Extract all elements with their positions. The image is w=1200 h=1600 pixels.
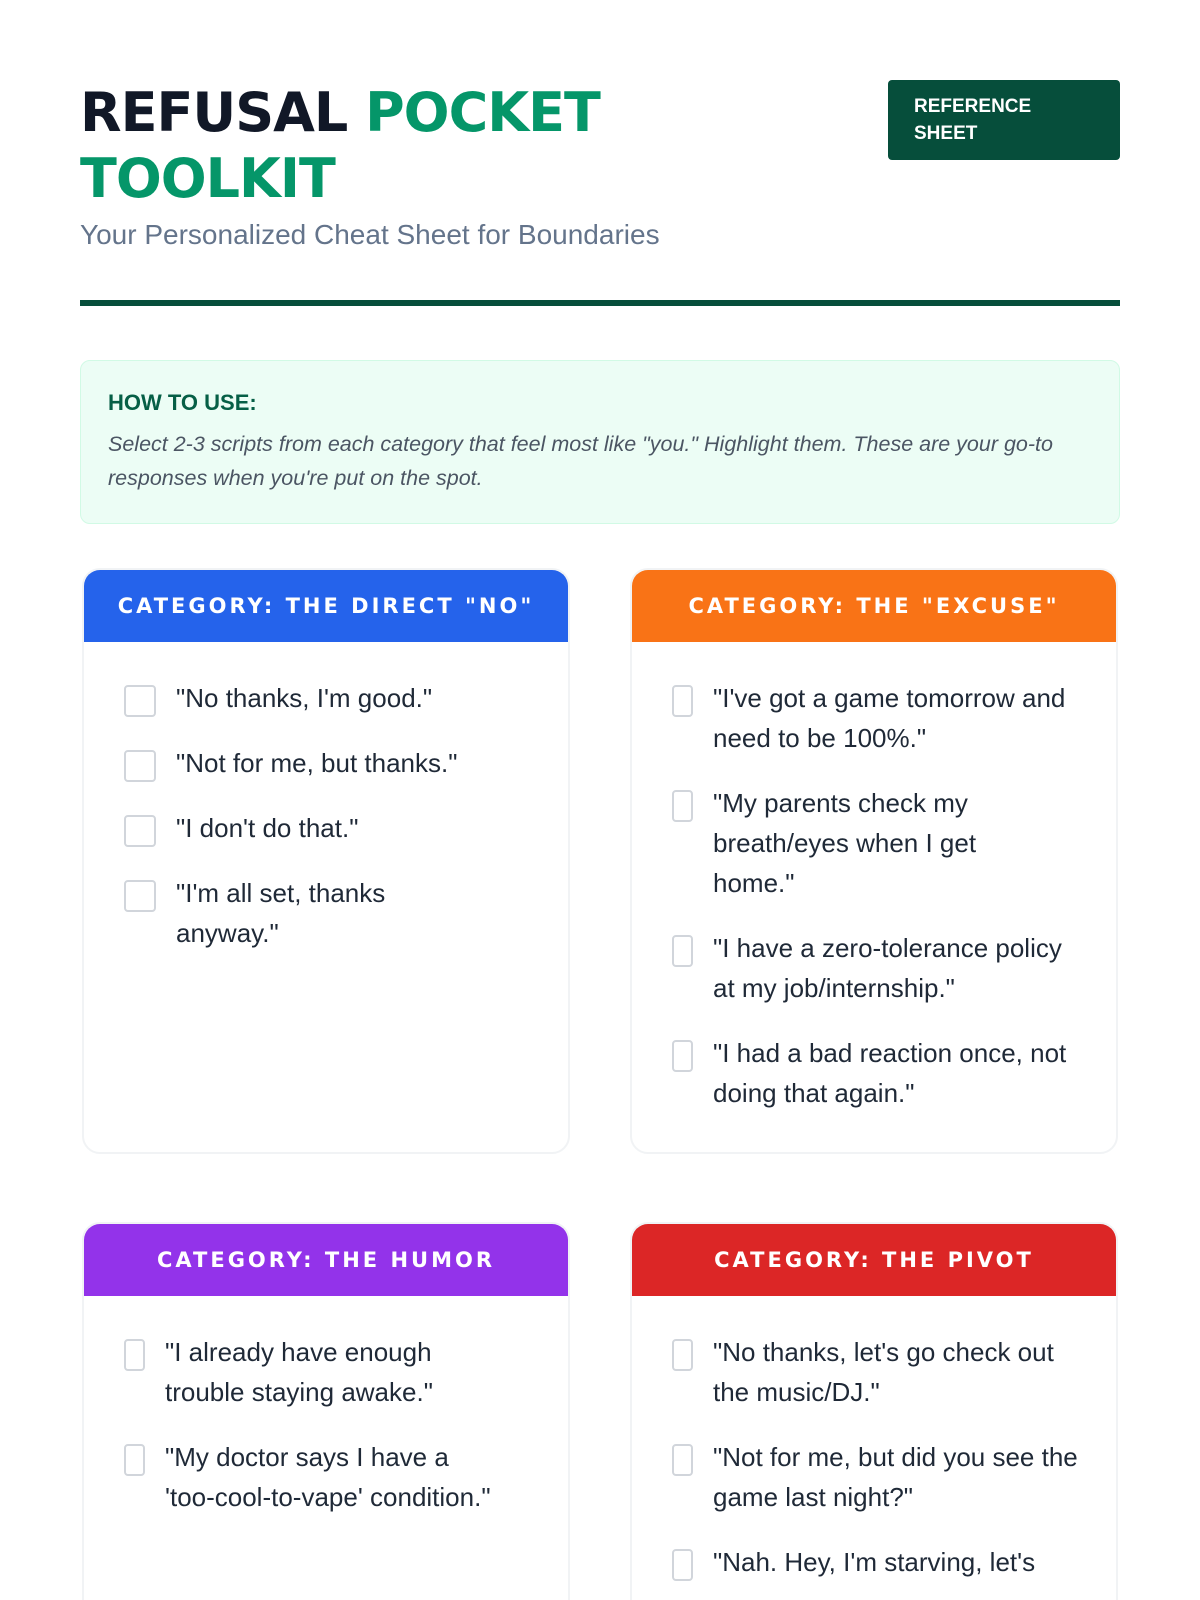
how-to-use-box — [80, 360, 1120, 524]
header-divider — [80, 300, 1120, 306]
badge-line-1: REFERENCE — [914, 96, 1032, 117]
script-checkbox[interactable] — [124, 880, 156, 912]
category-header-humor — [84, 1224, 568, 1296]
script-text: "No thanks, let's go check out the music/DJ." — [713, 1337, 1054, 1407]
script-item — [672, 1437, 1080, 1517]
category-body — [632, 642, 1116, 1148]
script-checkbox[interactable] — [672, 685, 693, 717]
badge-line-2: SHEET — [914, 123, 978, 144]
script-text: "My doctor says I have a 'too-cool-to-vape' condition." — [165, 1442, 491, 1512]
script-item — [672, 1542, 1080, 1582]
script-checkbox[interactable] — [124, 815, 156, 847]
how-to-use-text: Select 2-3 scripts from each category that feel most like "you." Highlight them. These are your go-to responses when you're put on the spot. — [108, 432, 1053, 490]
script-checkbox[interactable] — [672, 935, 693, 967]
category-card-humor — [82, 1222, 570, 1600]
script-text: "I've got a game tomorrow and need to be 100%." — [713, 683, 1066, 753]
script-checkbox[interactable] — [124, 1444, 145, 1476]
script-item — [672, 1332, 1080, 1412]
category-header-pivot — [632, 1224, 1116, 1296]
script-text: "I have a zero-tolerance policy at my job/internship." — [713, 933, 1062, 1003]
script-text: "My parents check my breath/eyes when I get home." — [713, 788, 977, 898]
category-card-direct-no — [82, 568, 570, 1154]
script-checkbox[interactable] — [124, 1339, 145, 1371]
category-body — [632, 1296, 1116, 1600]
category-header-excuse — [632, 570, 1116, 642]
script-item — [672, 928, 1080, 1008]
page-subtitle: Your Personalized Cheat Sheet for Boundaries — [80, 219, 660, 250]
category-title: CATEGORY: THE HUMOR — [156, 1248, 495, 1272]
script-item — [672, 783, 1080, 903]
script-text: "Not for me, but did you see the game last night?" — [713, 1442, 1078, 1512]
script-item — [672, 678, 1080, 758]
script-item — [124, 678, 532, 718]
category-body — [84, 1296, 568, 1552]
script-text: "I'm all set, thanks anyway." — [176, 878, 386, 948]
script-item — [124, 808, 532, 848]
script-text: "Not for me, but thanks." — [176, 748, 458, 778]
reference-sheet-badge — [888, 80, 1120, 160]
script-text: "I already have enough trouble staying awake." — [165, 1337, 433, 1407]
title-accent-part: POCKET TOOLKIT — [80, 81, 600, 210]
script-text: "I don't do that." — [176, 813, 359, 843]
script-item — [124, 1437, 532, 1517]
script-checkbox[interactable] — [672, 1549, 693, 1581]
page-title — [80, 80, 760, 212]
category-header-direct-no — [84, 570, 568, 642]
category-card-excuse — [630, 568, 1118, 1154]
script-text: "Nah. Hey, I'm starving, let's — [713, 1547, 1036, 1577]
script-text: "I had a bad reaction once, not doing that again." — [713, 1038, 1067, 1108]
title-dark-part: REFUSAL — [80, 81, 366, 144]
script-checkbox[interactable] — [124, 750, 156, 782]
category-card-pivot — [630, 1222, 1118, 1600]
script-checkbox[interactable] — [672, 1339, 693, 1371]
script-checkbox[interactable] — [672, 1040, 693, 1072]
script-item — [672, 1033, 1080, 1113]
category-title: CATEGORY: THE PIVOT — [714, 1248, 1034, 1272]
category-body — [84, 642, 568, 988]
how-to-use-label: HOW TO USE: — [108, 390, 257, 415]
script-item — [124, 743, 532, 783]
script-checkbox[interactable] — [672, 1444, 693, 1476]
category-title: CATEGORY: THE DIRECT "NO" — [117, 594, 535, 618]
script-item — [124, 873, 532, 953]
category-title: CATEGORY: THE "EXCUSE" — [688, 594, 1060, 618]
script-checkbox[interactable] — [124, 685, 156, 717]
script-checkbox[interactable] — [672, 790, 693, 822]
script-text: "No thanks, I'm good." — [176, 683, 433, 713]
script-item — [124, 1332, 532, 1412]
